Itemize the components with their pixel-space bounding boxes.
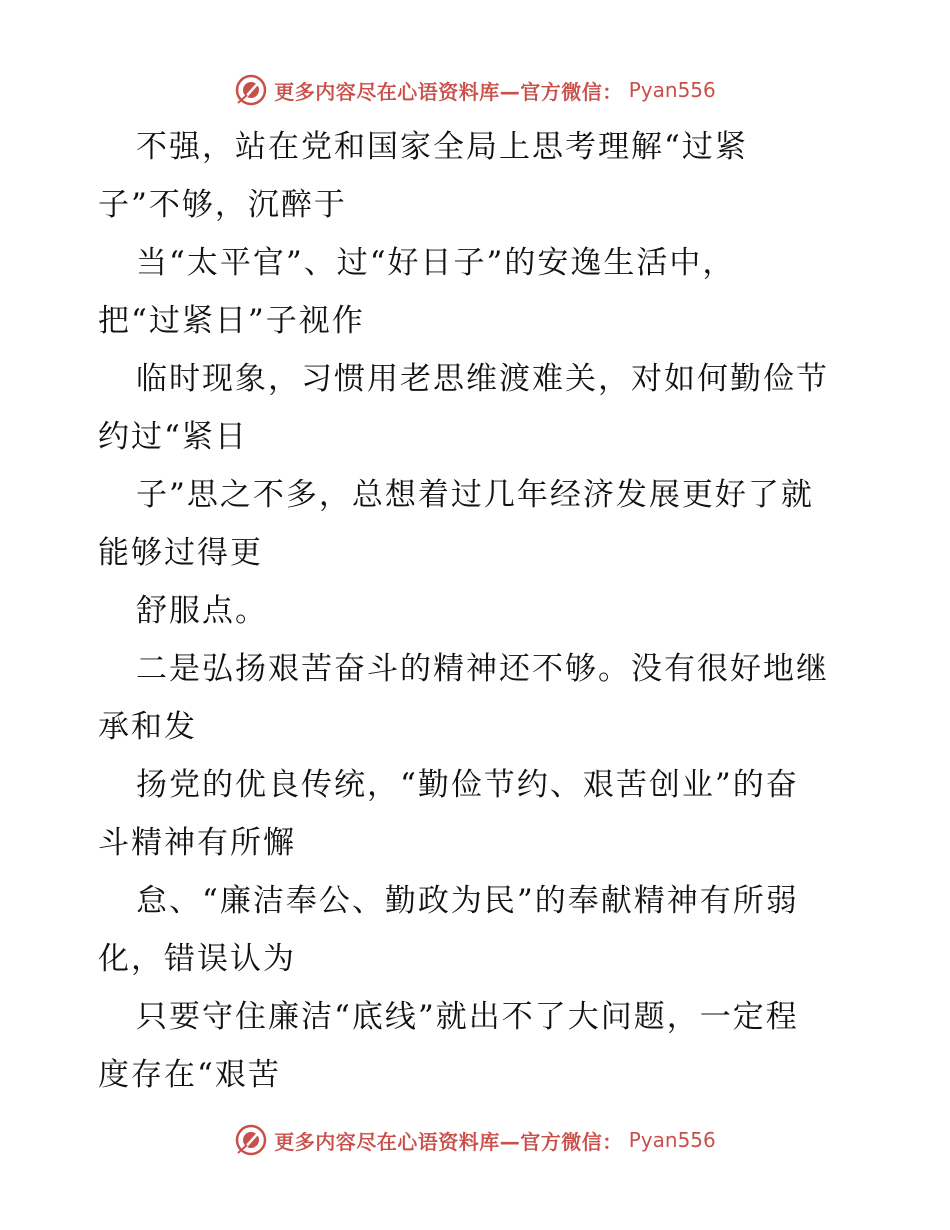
- body-line: 舒服点。: [136, 593, 268, 629]
- body-line: 怠、“廉洁奉公、勤政为民”的奉献精神有所弱: [136, 883, 799, 919]
- body-line: 扬党的优良传统，“勤俭节约、艰苦创业”的奋: [136, 767, 799, 803]
- document-body: [98, 122, 858, 1108]
- body-line: 子”思之不多，总想着过几年经济发展更好了就: [136, 477, 814, 513]
- pen-logo-icon: [234, 1123, 268, 1157]
- body-line: 度存在“艰苦: [98, 1057, 281, 1093]
- body-line: 二是弘扬艰苦奋斗的精神还不够。没有很好地继: [136, 651, 829, 687]
- body-line: 把“过紧日”子视作: [98, 303, 365, 339]
- body-line: 化，错误认为: [98, 941, 296, 977]
- footer-banner-text: 更多内容尽在心语资料库—官方微信：: [274, 1129, 623, 1154]
- body-line: 不强，站在党和国家全局上思考理解“过紧: [136, 129, 748, 165]
- body-line: 能够过得更: [98, 535, 263, 571]
- header-wechat-id: Pyan556: [628, 78, 716, 102]
- pen-logo-icon: [234, 73, 268, 107]
- footer-wechat-id: Pyan556: [628, 1128, 716, 1152]
- body-line: 约过“紧日: [98, 419, 248, 455]
- body-line: 承和发: [98, 709, 197, 745]
- body-line: 子”不够，沉醉于: [98, 187, 347, 223]
- body-line: 斗精神有所懈: [98, 825, 296, 861]
- footer-banner: [0, 1120, 950, 1160]
- header-banner-text: 更多内容尽在心语资料库—官方微信：: [274, 79, 623, 104]
- body-line: 当“太平官”、过“好日子”的安逸生活中，: [136, 245, 736, 281]
- header-banner: [0, 70, 950, 110]
- body-line: 临时现象，习惯用老思维渡难关，对如何勤俭节: [136, 361, 829, 397]
- body-line: 只要守住廉洁“底线”就出不了大问题，一定程: [136, 999, 799, 1035]
